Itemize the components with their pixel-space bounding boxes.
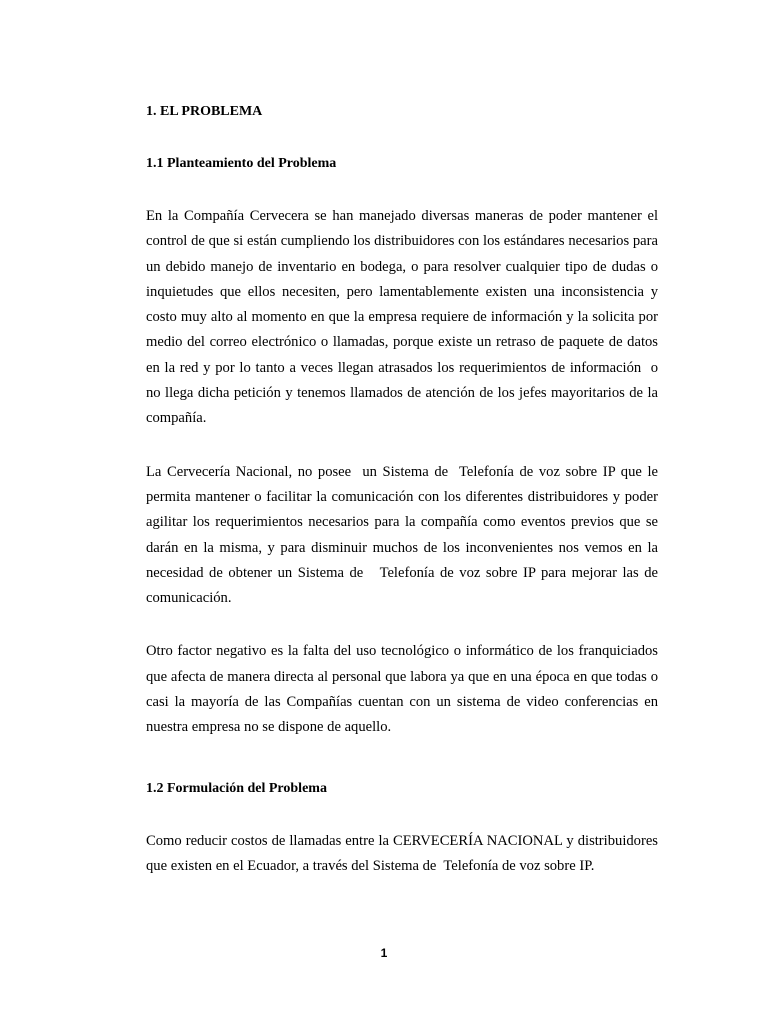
- subsection-title-formulacion: 1.2 Formulación del Problema: [146, 780, 327, 796]
- page-number: 1: [380, 946, 388, 960]
- subsection-title-planteamiento: 1.1 Planteamiento del Problema: [146, 156, 337, 171]
- paragraph-cerveceria-nacional: La Cervecería Nacional, no posee un Sistema de Telefonía de voz sobre IP que le permita mantener o facilitar la comunicación con los diferentes distribuidores y poder agilitar los requerimientos necesarios para la compañía como eventos previos que se darán en la misma, y para disminuir muchos de los inconvenientes nos vemos en la necesidad de obtener un Sistema de Telefonía de voz sobre IP para mejorar las de comunicación.: [146, 463, 662, 607]
- paragraph-formulacion: Como reducir costos de llamadas entre la CERVECERÍA NACIONAL y distribuidores que existen en el Ecuador, a través del Sistema de Telefonía de voz sobre IP.: [146, 832, 666, 874]
- paragraph-compania-cervecera: En la Compañía Cervecera se han manejado diversas maneras de poder mantener el control de que si están cumpliendo los distribuidores con los estándares necesarios para un debido manejo de inventario en bodega, o para resolver cualquier tipo de dudas o inquietudes que ellos necesiten, pero lamentablemente existen una inconsistencia y costo muy alto al momento en que la empresa requiere de información y la solicita por medio del correo electrónico o llamadas, porque existe un retraso de paquete de datos en la red y por lo tanto a veces llegan atrasados los requerimientos de información o no llega dicha petición y tenemos llamados de atención de los jefes mayoritarios de la compañía.: [146, 208, 662, 427]
- page-content: [146, 100, 666, 907]
- paragraph-factor-negativo: Otro factor negativo es la falta del uso tecnológico o informático de los franquiciados que afecta de manera directa al personal que labora ya que en una época en que todas o casi la mayoría de las Compañías cuentan con un sistema de video conferencias en nuestra empresa no se dispone de aquello.: [146, 643, 666, 736]
- section-title: 1. EL PROBLEMA: [146, 104, 263, 119]
